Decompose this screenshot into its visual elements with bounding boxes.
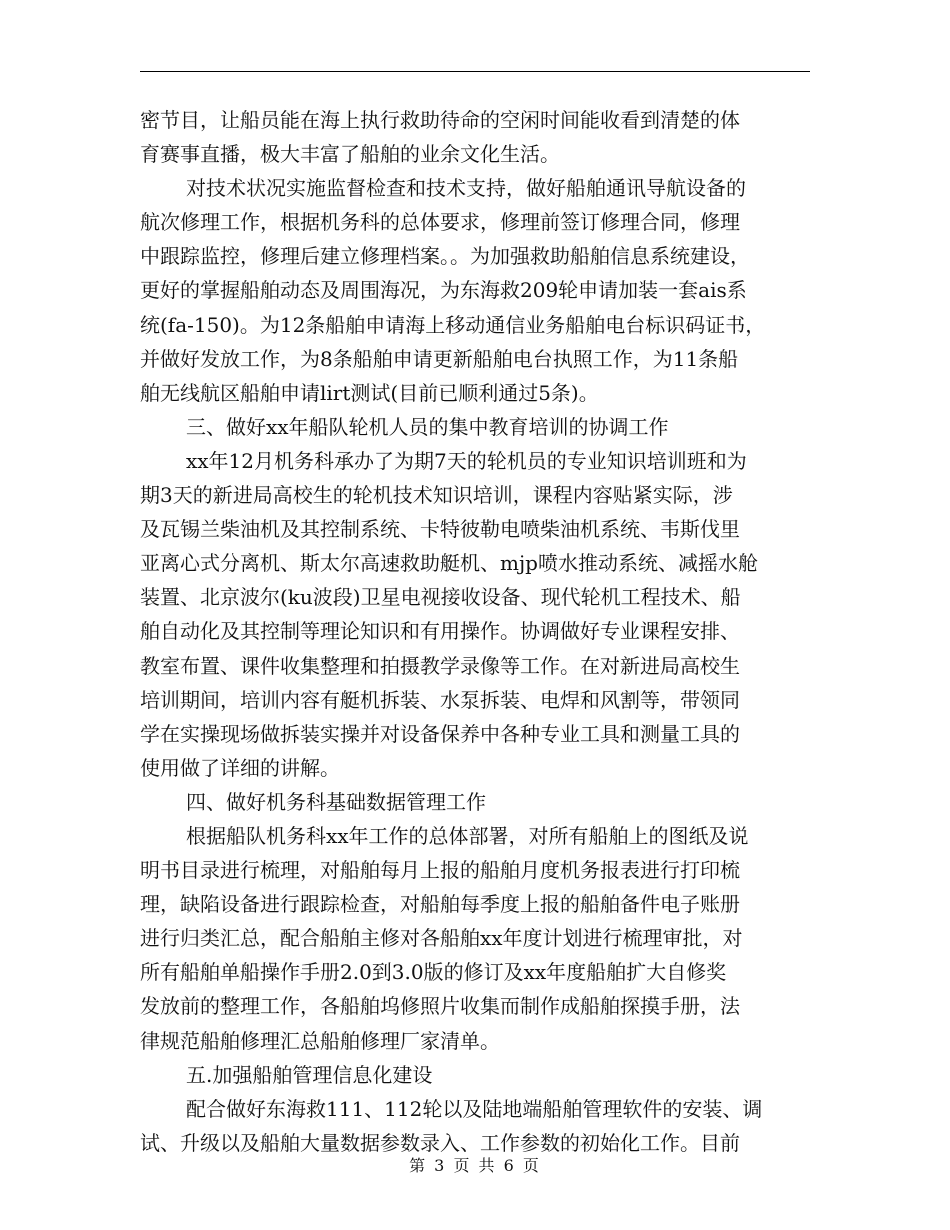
header-rule <box>140 71 810 72</box>
text-line: 律规范船舶修理汇总船舶修理厂家清单。 <box>140 1028 500 1053</box>
text-line: 教室布置、课件收集整理和拍摄教学录像等工作。在对新进局高校生 <box>140 653 740 678</box>
text-line: 所有船舶单船操作手册2.0到3.0版的修订及xx年度船舶扩大自修奖 <box>140 960 727 985</box>
text-line: xx年12月机务科承办了为期7天的轮机员的专业知识培训班和为 <box>186 448 747 473</box>
text-line: 更好的掌握船舶动态及周围海况，为东海救209轮申请加装一套ais系 <box>140 278 747 303</box>
text-line: 育赛事直播，极大丰富了船舶的业余文化生活。 <box>140 142 560 167</box>
text-line: 五.加强船舶管理信息化建设 <box>186 1062 433 1087</box>
text-line: 对技术状况实施监督检查和技术支持，做好船舶通讯导航设备的 <box>186 176 746 201</box>
text-line: 试、升级以及船舶大量数据参数录入、工作参数的初始化工作。目前 <box>140 1130 740 1155</box>
text-line: 进行归类汇总，配合船舶主修对各船舶xx年度计划进行梳理审批，对 <box>140 926 743 951</box>
text-line: 明书目录进行梳理，对船舶每月上报的船舶月度机务报表进行打印梳 <box>140 858 740 883</box>
text-line: 及瓦锡兰柴油机及其控制系统、卡特彼勒电喷柴油机系统、韦斯伐里 <box>140 517 740 542</box>
text-line: 使用做了详细的讲解。 <box>140 755 340 780</box>
text-line: 发放前的整理工作，各船舶坞修照片收集而制作成船舶探摸手册，法 <box>140 994 740 1019</box>
text-line: 密节目，让船员能在海上执行救助待命的空闲时间能收看到清楚的体 <box>140 108 740 132</box>
text-line: 配合做好东海救111、112轮以及陆地端船舶管理软件的安装、调 <box>186 1096 763 1121</box>
text-line: 理，缺陷设备进行跟踪检查，对船舶每季度上报的船舶备件电子账册 <box>140 892 740 917</box>
text-line: 根据船队机务科xx年工作的总体部署，对所有船舶上的图纸及说 <box>186 823 749 848</box>
text-line: 航次修理工作，根据机务科的总体要求，修理前签订修理合同，修理 <box>140 210 740 235</box>
text-line: 学在实操现场做拆装实操并对设备保养中各种专业工具和测量工具的 <box>140 721 740 746</box>
page-footer: 第 3 页 共 6 页 <box>409 1156 541 1175</box>
text-line: 期3天的新进局高校生的轮机技术知识培训，课程内容贴紧实际，涉 <box>140 483 733 508</box>
text-line: 中跟踪监控，修理后建立修理档案。。为加强救助船舶信息系统建设， <box>140 244 750 269</box>
text-line: 舶无线航区船舶申请lirt测试(目前已顺利通过5条)。 <box>140 380 599 405</box>
text-line: 三、做好xx年船队轮机人员的集中教育培训的协调工作 <box>186 414 669 439</box>
text-line: 装置、北京波尔(ku波段)卫星电视接收设备、现代轮机工程技术、船 <box>140 585 741 610</box>
text-line: 四、做好机务科基础数据管理工作 <box>186 789 486 814</box>
body-text <box>140 103 815 1160</box>
text-line: 培训期间，培训内容有艇机拆装、水泵拆装、电焊和风割等，带领同 <box>140 687 740 712</box>
text-line: 亚离心式分离机、斯太尔高速救助艇机、mjp喷水推动系统、减摇水舱 <box>140 551 758 576</box>
text-line: 统(fa-150)。为12条船舶申请海上移动通信业务船舶电台标识码证书， <box>140 312 766 337</box>
text-line: 舶自动化及其控制等理论知识和有用操作。协调做好专业课程安排、 <box>140 619 740 644</box>
text-line: 并做好发放工作，为8条船舶申请更新船舶电台执照工作，为11条船 <box>140 346 739 371</box>
